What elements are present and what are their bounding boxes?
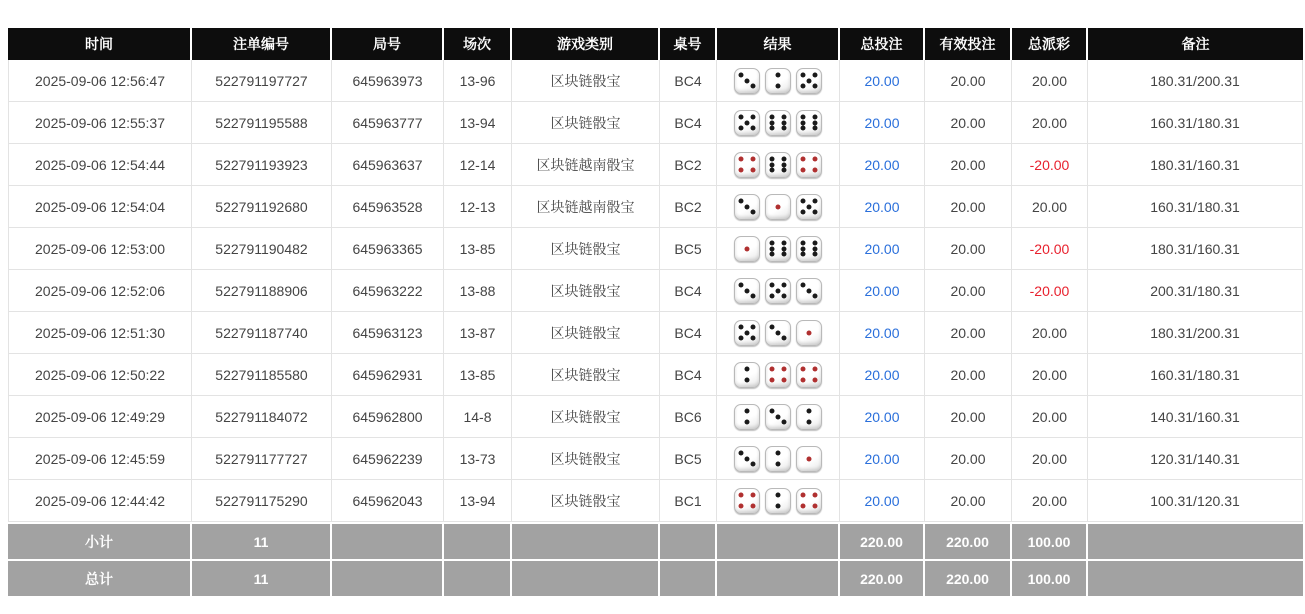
table-row (8, 60, 1303, 102)
cell-time: 2025-09-06 12:51:30 (8, 312, 192, 354)
cell-round: 645962931 (332, 354, 444, 396)
col-header-session: 场次 (444, 28, 512, 60)
die-4-icon (765, 362, 791, 388)
cell-result (717, 438, 840, 480)
summary-empty-cell (332, 522, 444, 559)
cell-time: 2025-09-06 12:45:59 (8, 438, 192, 480)
cell-remark: 180.31/200.31 (1088, 312, 1303, 354)
cell-payout: 20.00 (1012, 312, 1088, 354)
cell-time: 2025-09-06 12:44:42 (8, 480, 192, 522)
cell-total-bet-link[interactable]: 20.00 (840, 312, 925, 354)
cell-session: 13-94 (444, 480, 512, 522)
cell-total-bet-link[interactable]: 20.00 (840, 102, 925, 144)
table-row (8, 396, 1303, 438)
summary-empty-cell (717, 522, 840, 559)
cell-result (717, 312, 840, 354)
cell-session: 14-8 (444, 396, 512, 438)
summary-empty-cell (332, 559, 444, 596)
cell-bet-id: 522791177727 (192, 438, 332, 480)
col-header-valid-bet: 有效投注 (925, 28, 1012, 60)
cell-table-no: BC1 (660, 480, 717, 522)
cell-total-bet-link[interactable]: 20.00 (840, 354, 925, 396)
cell-total-bet-link[interactable]: 20.00 (840, 60, 925, 102)
cell-payout: 20.00 (1012, 186, 1088, 228)
die-3-icon (796, 278, 822, 304)
die-6-icon (765, 110, 791, 136)
cell-remark: 120.31/140.31 (1088, 438, 1303, 480)
die-3-icon (734, 446, 760, 472)
cell-round: 645962800 (332, 396, 444, 438)
col-header-round: 局号 (332, 28, 444, 60)
grand-total-total-bet: 220.00 (840, 559, 925, 596)
cell-bet-id: 522791188906 (192, 270, 332, 312)
die-3-icon (734, 278, 760, 304)
cell-game: 区块链越南骰宝 (512, 144, 660, 186)
cell-session: 12-13 (444, 186, 512, 228)
cell-game: 区块链骰宝 (512, 228, 660, 270)
cell-time: 2025-09-06 12:53:00 (8, 228, 192, 270)
die-6-icon (765, 236, 791, 262)
dice-result (719, 110, 837, 136)
die-2-icon (765, 68, 791, 94)
die-1-icon (796, 320, 822, 346)
cell-result (717, 60, 840, 102)
cell-valid-bet: 20.00 (925, 270, 1012, 312)
cell-valid-bet: 20.00 (925, 186, 1012, 228)
cell-total-bet-link[interactable]: 20.00 (840, 228, 925, 270)
dice-result (719, 446, 837, 472)
die-2-icon (796, 404, 822, 430)
cell-result (717, 186, 840, 228)
cell-payout: 20.00 (1012, 60, 1088, 102)
table-header (8, 28, 1303, 60)
die-4-icon (796, 488, 822, 514)
die-6-icon (796, 110, 822, 136)
col-header-game: 游戏类别 (512, 28, 660, 60)
cell-payout: 20.00 (1012, 102, 1088, 144)
cell-session: 13-85 (444, 228, 512, 270)
table-footer (8, 522, 1303, 596)
grand-total-valid-bet: 220.00 (925, 559, 1012, 596)
cell-table-no: BC5 (660, 228, 717, 270)
die-6-icon (796, 236, 822, 262)
cell-payout: 20.00 (1012, 354, 1088, 396)
die-1-icon (796, 446, 822, 472)
subtotal-valid-bet: 220.00 (925, 522, 1012, 559)
cell-time: 2025-09-06 12:56:47 (8, 60, 192, 102)
cell-bet-id: 522791192680 (192, 186, 332, 228)
cell-payout: 20.00 (1012, 480, 1088, 522)
col-header-table-no: 桌号 (660, 28, 717, 60)
cell-game: 区块链骰宝 (512, 270, 660, 312)
cell-time: 2025-09-06 12:50:22 (8, 354, 192, 396)
table-row (8, 312, 1303, 354)
cell-valid-bet: 20.00 (925, 480, 1012, 522)
col-header-bet-id: 注单编号 (192, 28, 332, 60)
cell-remark: 180.31/200.31 (1088, 60, 1303, 102)
die-6-icon (765, 152, 791, 178)
cell-valid-bet: 20.00 (925, 438, 1012, 480)
die-5-icon (796, 68, 822, 94)
cell-round: 645963777 (332, 102, 444, 144)
summary-empty-cell (512, 559, 660, 596)
cell-total-bet-link[interactable]: 20.00 (840, 144, 925, 186)
table-row (8, 480, 1303, 522)
cell-bet-id: 522791197727 (192, 60, 332, 102)
cell-game: 区块链骰宝 (512, 60, 660, 102)
cell-game: 区块链骰宝 (512, 396, 660, 438)
subtotal-label: 小计 (8, 522, 192, 559)
cell-payout: -20.00 (1012, 270, 1088, 312)
cell-remark: 180.31/160.31 (1088, 228, 1303, 270)
cell-session: 13-73 (444, 438, 512, 480)
col-header-result: 结果 (717, 28, 840, 60)
cell-table-no: BC4 (660, 270, 717, 312)
cell-bet-id: 522791185580 (192, 354, 332, 396)
cell-total-bet-link[interactable]: 20.00 (840, 438, 925, 480)
cell-remark: 180.31/160.31 (1088, 144, 1303, 186)
dice-result (719, 68, 837, 94)
summary-empty-cell (660, 522, 717, 559)
die-5-icon (734, 110, 760, 136)
die-1-icon (734, 236, 760, 262)
cell-round: 645963123 (332, 312, 444, 354)
grand-total-row (8, 559, 1303, 596)
dice-result (719, 236, 837, 262)
subtotal-row (8, 522, 1303, 559)
grand-total-payout: 100.00 (1012, 559, 1088, 596)
cell-bet-id: 522791187740 (192, 312, 332, 354)
cell-payout: -20.00 (1012, 228, 1088, 270)
cell-session: 13-85 (444, 354, 512, 396)
subtotal-count: 11 (192, 522, 332, 559)
cell-round: 645963365 (332, 228, 444, 270)
cell-session: 13-94 (444, 102, 512, 144)
cell-table-no: BC5 (660, 438, 717, 480)
grand-total-label: 总计 (8, 559, 192, 596)
cell-valid-bet: 20.00 (925, 60, 1012, 102)
cell-result (717, 270, 840, 312)
cell-time: 2025-09-06 12:49:29 (8, 396, 192, 438)
cell-result (717, 480, 840, 522)
die-2-icon (734, 404, 760, 430)
cell-table-no: BC2 (660, 186, 717, 228)
die-3-icon (734, 194, 760, 220)
table-row (8, 186, 1303, 228)
cell-game: 区块链骰宝 (512, 312, 660, 354)
cell-round: 645963222 (332, 270, 444, 312)
die-5-icon (765, 278, 791, 304)
cell-remark: 160.31/180.31 (1088, 186, 1303, 228)
die-4-icon (796, 362, 822, 388)
cell-total-bet-link[interactable]: 20.00 (840, 270, 925, 312)
cell-bet-id: 522791193923 (192, 144, 332, 186)
cell-round: 645962043 (332, 480, 444, 522)
summary-empty-cell (1088, 559, 1303, 596)
cell-game: 区块链骰宝 (512, 354, 660, 396)
cell-total-bet-link[interactable]: 20.00 (840, 186, 925, 228)
die-2-icon (734, 362, 760, 388)
table-row (8, 270, 1303, 312)
die-3-icon (734, 68, 760, 94)
col-header-time: 时间 (8, 28, 192, 60)
cell-session: 13-87 (444, 312, 512, 354)
cell-result (717, 396, 840, 438)
cell-bet-id: 522791175290 (192, 480, 332, 522)
table-body (8, 60, 1303, 522)
cell-payout: -20.00 (1012, 144, 1088, 186)
cell-time: 2025-09-06 12:54:44 (8, 144, 192, 186)
bet-records-table (8, 28, 1303, 596)
die-5-icon (796, 194, 822, 220)
die-3-icon (765, 320, 791, 346)
cell-remark: 100.31/120.31 (1088, 480, 1303, 522)
cell-valid-bet: 20.00 (925, 396, 1012, 438)
cell-remark: 200.31/180.31 (1088, 270, 1303, 312)
summary-empty-cell (444, 559, 512, 596)
table-row (8, 102, 1303, 144)
cell-table-no: BC4 (660, 60, 717, 102)
cell-valid-bet: 20.00 (925, 228, 1012, 270)
die-1-icon (765, 194, 791, 220)
cell-time: 2025-09-06 12:52:06 (8, 270, 192, 312)
cell-time: 2025-09-06 12:55:37 (8, 102, 192, 144)
cell-total-bet-link[interactable]: 20.00 (840, 396, 925, 438)
cell-result (717, 102, 840, 144)
col-header-payout: 总派彩 (1012, 28, 1088, 60)
cell-bet-id: 522791195588 (192, 102, 332, 144)
subtotal-payout: 100.00 (1012, 522, 1088, 559)
dice-result (719, 194, 837, 220)
cell-valid-bet: 20.00 (925, 312, 1012, 354)
table-row (8, 438, 1303, 480)
die-2-icon (765, 488, 791, 514)
cell-round: 645963637 (332, 144, 444, 186)
cell-payout: 20.00 (1012, 396, 1088, 438)
bet-records-panel (8, 28, 1303, 596)
cell-result (717, 144, 840, 186)
dice-result (719, 278, 837, 304)
cell-remark: 140.31/160.31 (1088, 396, 1303, 438)
cell-game: 区块链骰宝 (512, 102, 660, 144)
die-4-icon (796, 152, 822, 178)
col-header-total-bet: 总投注 (840, 28, 925, 60)
cell-round: 645963973 (332, 60, 444, 102)
cell-session: 13-88 (444, 270, 512, 312)
cell-game: 区块链骰宝 (512, 438, 660, 480)
summary-empty-cell (512, 522, 660, 559)
die-3-icon (765, 404, 791, 430)
col-header-remark: 备注 (1088, 28, 1303, 60)
summary-empty-cell (660, 559, 717, 596)
cell-game: 区块链越南骰宝 (512, 186, 660, 228)
cell-result (717, 354, 840, 396)
cell-table-no: BC4 (660, 312, 717, 354)
cell-session: 12-14 (444, 144, 512, 186)
table-row (8, 354, 1303, 396)
cell-bet-id: 522791184072 (192, 396, 332, 438)
dice-result (719, 152, 837, 178)
cell-table-no: BC2 (660, 144, 717, 186)
cell-round: 645962239 (332, 438, 444, 480)
cell-valid-bet: 20.00 (925, 102, 1012, 144)
cell-valid-bet: 20.00 (925, 144, 1012, 186)
cell-game: 区块链骰宝 (512, 480, 660, 522)
dice-result (719, 488, 837, 514)
dice-result (719, 362, 837, 388)
die-2-icon (765, 446, 791, 472)
cell-result (717, 228, 840, 270)
dice-result (719, 404, 837, 430)
cell-bet-id: 522791190482 (192, 228, 332, 270)
cell-remark: 160.31/180.31 (1088, 354, 1303, 396)
cell-round: 645963528 (332, 186, 444, 228)
dice-result (719, 320, 837, 346)
cell-total-bet-link[interactable]: 20.00 (840, 480, 925, 522)
cell-session: 13-96 (444, 60, 512, 102)
table-row (8, 144, 1303, 186)
cell-remark: 160.31/180.31 (1088, 102, 1303, 144)
die-4-icon (734, 152, 760, 178)
die-4-icon (734, 488, 760, 514)
cell-time: 2025-09-06 12:54:04 (8, 186, 192, 228)
cell-table-no: BC4 (660, 354, 717, 396)
die-5-icon (734, 320, 760, 346)
summary-empty-cell (1088, 522, 1303, 559)
table-row (8, 228, 1303, 270)
subtotal-total-bet: 220.00 (840, 522, 925, 559)
summary-empty-cell (717, 559, 840, 596)
summary-empty-cell (444, 522, 512, 559)
cell-table-no: BC6 (660, 396, 717, 438)
cell-payout: 20.00 (1012, 438, 1088, 480)
cell-valid-bet: 20.00 (925, 354, 1012, 396)
grand-total-count: 11 (192, 559, 332, 596)
cell-table-no: BC4 (660, 102, 717, 144)
